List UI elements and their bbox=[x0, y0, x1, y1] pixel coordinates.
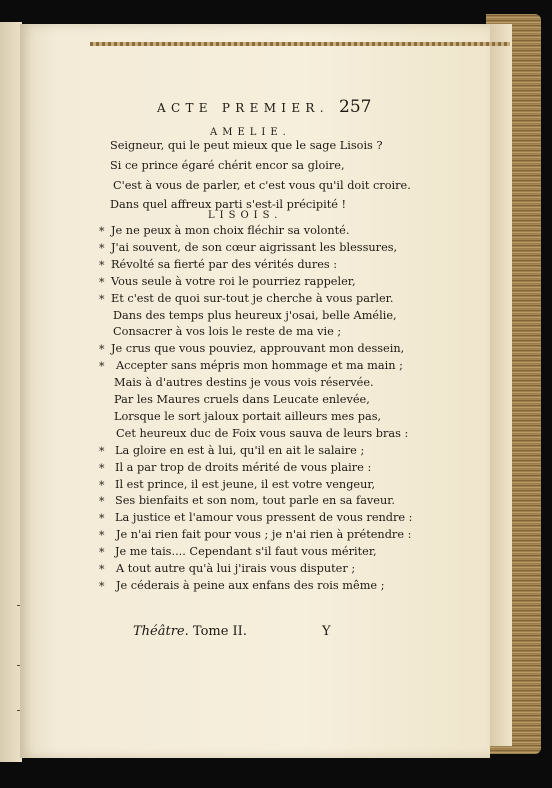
verse-line: Mais à d'autres destins je vous vois réservée. bbox=[114, 376, 374, 390]
verse-line: Consacrer à vos lois le reste de ma vie ; bbox=[113, 325, 342, 339]
verse-line: Vous seule à votre roi le pourriez rappeler, bbox=[111, 274, 356, 288]
margin-marker: * bbox=[99, 529, 105, 543]
signature-mark: Y bbox=[322, 624, 331, 639]
top-ornament bbox=[90, 42, 510, 46]
margin-marker: * bbox=[99, 478, 105, 492]
margin-marker: * bbox=[99, 546, 105, 560]
verse-line: C'est à vous de parler, et c'est vous qu'il doit croire. bbox=[113, 178, 411, 192]
verse-line: Et c'est de quoi sur-tout je cherche à vous parler. bbox=[111, 291, 394, 305]
running-title: ACTE PREMIER. bbox=[157, 101, 329, 115]
margin-marker: * bbox=[99, 343, 105, 357]
verse-line: Cet heureux duc de Foix vous sauva de leurs bras : bbox=[116, 426, 409, 440]
verse-line: Par les Maures cruels dans Leucate enlevée, bbox=[114, 393, 370, 406]
verse-line: Je ne peux à mon choix fléchir sa volonté. bbox=[111, 224, 350, 237]
verse-line: Révolté sa fierté par des vérités dures : bbox=[111, 257, 338, 271]
verse-line: La gloire en est à lui, qu'il en ait le salaire ; bbox=[115, 443, 365, 457]
footer-title bbox=[133, 624, 247, 639]
margin-marker: * bbox=[99, 292, 105, 306]
verse-line: La justice et l'amour vous pressent de vous rendre : bbox=[115, 511, 413, 525]
verse-line: Accepter sans mépris mon hommage et ma main ; bbox=[116, 359, 403, 373]
verse-line: Ses bienfaits et son nom, tout parle en sa faveur. bbox=[115, 494, 396, 508]
margin-marker: * bbox=[99, 444, 105, 458]
margin-marker: * bbox=[99, 512, 105, 526]
footer-volume: Tome II. bbox=[192, 624, 247, 639]
speaker-amelie: AMELIE. bbox=[210, 127, 291, 138]
speaker-lisois: LISOIS. bbox=[208, 210, 283, 221]
verse-line: Si ce prince égaré chérit encor sa gloire, bbox=[110, 158, 345, 172]
margin-marker: * bbox=[99, 275, 105, 289]
margin-marker: * bbox=[99, 461, 105, 475]
margin-marker: * bbox=[99, 241, 105, 255]
verse-line: Je crus que vous pouviez, approuvant mon dessein, bbox=[111, 342, 405, 356]
margin-marker: * bbox=[99, 495, 105, 509]
footer-collection: Théâtre. bbox=[133, 624, 189, 639]
margin-marker: * bbox=[99, 563, 105, 576]
verse-line: Dans quel affreux parti s'est-il précipité ! bbox=[110, 198, 347, 212]
verse-line: Dans des temps plus heureux j'osai, belle Amélie, bbox=[113, 308, 397, 322]
verse-line: Je céderais à peine aux enfans des rois même ; bbox=[116, 578, 385, 592]
page-number: 257 bbox=[339, 97, 372, 117]
margin-marker: * bbox=[99, 258, 105, 272]
facing-page-edge bbox=[0, 22, 22, 762]
verse-line: Je me tais.... Cependant s'il faut vous mériter, bbox=[115, 545, 377, 559]
margin-marker: * bbox=[99, 225, 105, 238]
verse-line: A tout autre qu'à lui j'irais vous disputer ; bbox=[116, 562, 356, 575]
verse-line: Il a par trop de droits mérité de vous plaire : bbox=[115, 460, 372, 474]
verse-line: Lorsque le sort jaloux portait ailleurs mes pas, bbox=[114, 409, 382, 423]
margin-marker: * bbox=[99, 579, 105, 593]
verse-line: J'ai souvent, de son cœur aigrissant les blessures, bbox=[111, 240, 398, 254]
verse-line: Seigneur, qui le peut mieux que le sage Lisois ? bbox=[110, 139, 383, 152]
verse-line: Je n'ai rien fait pour vous ; je n'ai rien à prétendre : bbox=[116, 528, 412, 542]
verse-line: Il est prince, il est jeune, il est votre vengeur, bbox=[115, 477, 376, 491]
margin-marker: * bbox=[99, 360, 105, 374]
